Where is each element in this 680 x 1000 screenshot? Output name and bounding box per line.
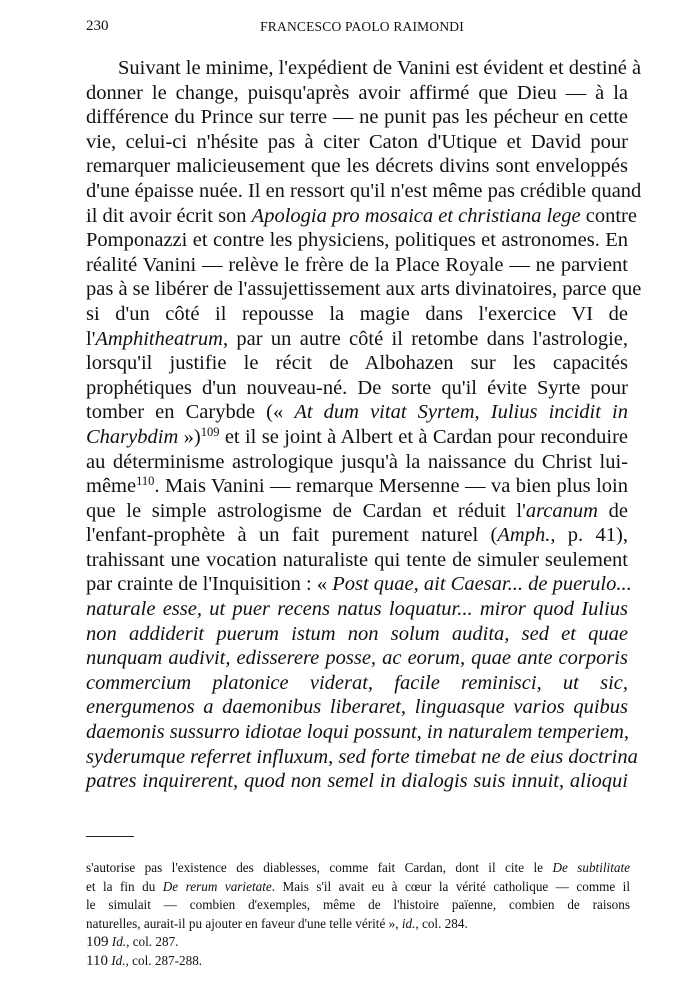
text-span: l' (86, 327, 96, 350)
text-line: Suivant le minime, l'expédient de Vanini est évident et destiné à (118, 57, 642, 79)
footnotes (86, 859, 630, 970)
citation-abbrev: Id. (111, 952, 126, 968)
footnote-number: 109 (86, 934, 109, 950)
book-title: Apologia pro mosaica et christiana lege (251, 204, 581, 227)
text-line: lorsqu'il justifie le récit de Albohazen sur les capacités (86, 352, 628, 375)
citation-abbrev: id. (401, 915, 416, 931)
text-span: . Mais s'il avait eu à cœur la vérité catholique — comme il (271, 878, 631, 894)
text-line: d'une épaisse nuée. Il en ressort qu'il n'est même pas crédible quand (86, 179, 642, 202)
running-title: FRANCESCO PAOLO RAIMONDI (260, 19, 464, 34)
text-line (86, 769, 628, 794)
latin-quote: At dum vitat Syrtem, Iulius incidit in (294, 401, 628, 424)
text-line (86, 720, 628, 745)
text-line (86, 499, 628, 524)
text-line (86, 597, 628, 622)
text-line: remarquer malicieusement que les décrets divins sont enveloppés (86, 155, 628, 178)
citation-abbrev: Amph. (497, 524, 551, 547)
text-line: vie, celui-ci n'hésite pas à citer Caton d'Utique et David pour (86, 130, 628, 153)
footnote-separator (86, 836, 134, 837)
text-line (86, 671, 628, 696)
body-text (86, 56, 642, 794)
text-line (86, 327, 628, 352)
text-line: trahissant une vocation naturaliste qui tente de simuler seulement (86, 548, 628, 571)
text-line (86, 745, 638, 770)
text-span: . Mais Vanini — remarque Mersenne — va bien plus loin (154, 475, 628, 498)
text-line: donner le change, puisqu'après avoir affirmé que Dieu — à la (86, 81, 628, 104)
text-span: et la fin du (86, 878, 156, 894)
latin-quote: commercium platonice viderat, facile reminisci, ut sic, (86, 671, 628, 694)
text-span: , col. 287-288. (125, 952, 203, 968)
text-line (86, 400, 628, 425)
text-span: s'autorise pas l'existence des diablesses, comme fait Cardan, dont il cite le (86, 860, 544, 875)
text-span: que le simple astrologisme de Cardan et réduit l' (86, 499, 526, 522)
latin-quote: patres inquirerent, quod non semel in dialogis suis innuit, alioqui (86, 770, 628, 793)
text-line: au déterminisme astrologique jusqu'à la naissance du Christ lui- (86, 450, 628, 473)
text-line (86, 425, 628, 450)
text-span: l'enfant-prophète à un fait purement naturel ( (86, 524, 498, 547)
footnote-110 (86, 952, 630, 971)
book-title: De rerum varietate (162, 878, 272, 894)
text-line: réalité Vanini — relève le frère de la Place Royale — ne parvient (86, 253, 628, 276)
latin-quote: nunquam audivit, edisserere posse, ac eorum, quae ante corporis (86, 647, 628, 670)
book-title: Amphitheatrum (95, 327, 223, 350)
text-span: , par un autre côté il retombe dans l'astrologie, (222, 327, 628, 350)
page-header (86, 18, 638, 44)
footnote-line (86, 915, 630, 934)
citation-abbrev: Id. (111, 934, 127, 949)
text-line (86, 523, 628, 548)
latin-quote: non addiderit puerum istum non solum audita, sed et quae (86, 622, 628, 645)
text-line (86, 572, 632, 597)
text-line: Pomponazzi et contre les physiciens, politiques et astronomes. En (86, 229, 628, 252)
latin-quote: syderumque referret influxum, sed forte timebat ne de eius doctrina (86, 745, 638, 768)
latin-quote: Charybdim (86, 425, 179, 448)
footnote-line (86, 859, 630, 878)
footnote-line: le simulait — combien d'exemples, même de l'histoire païenne, combien de raisons (86, 897, 630, 912)
footnote-ref-109: 109 (200, 424, 220, 439)
text-span: tomber en Carybde (« (86, 401, 284, 424)
latin-quote: energumenos a daemonibus liberaret, linguasque varios quibus (86, 696, 628, 719)
text-line (86, 204, 637, 229)
text-span: par crainte de l'Inquisition : « (86, 573, 328, 596)
text-line (86, 646, 628, 671)
text-span: même (86, 475, 137, 498)
text-line: si d'un côté il repousse la magie dans l'exercice VI de (86, 302, 628, 325)
text-line (86, 474, 628, 499)
text-span: il dit avoir écrit son (86, 204, 247, 227)
text-line: prophétiques d'un nouveau-né. De sorte qu'il évite Syrte pour (86, 376, 628, 399)
text-span: contre (585, 204, 637, 227)
text-line: pas à se libérer de l'assujettissement aux arts divinatoires, parce que (86, 278, 642, 301)
text-span: ») (183, 425, 201, 448)
text-span: , col. 284. (415, 915, 468, 931)
latin-quote: daemonis sussurro idiotae loqui possunt, in naturalem temperiem, (86, 721, 630, 744)
footnote-line (86, 878, 630, 897)
latin-term: arcanum (525, 499, 598, 522)
text-line (86, 695, 628, 720)
footnote-ref-110: 110 (136, 474, 155, 489)
footnote-number: 110 (86, 952, 108, 969)
text-span: et il se joint à Albert et à Cardan pour reconduire (224, 425, 629, 448)
book-title: De subtilitate (552, 860, 630, 875)
latin-quote: naturale esse, ut puer recens natus loquatur... miror quod Iulius (86, 598, 628, 621)
text-span: , col. 287. (126, 934, 179, 949)
text-span: de (608, 499, 628, 522)
latin-quote: Post quae, ait Caesar... de puerulo... (332, 573, 632, 596)
page-number: 230 (86, 18, 109, 34)
text-span: , p. 41), (550, 524, 628, 547)
text-line (86, 622, 628, 647)
text-line: différence du Prince sur terre — ne punit pas les pécheur en cette (86, 106, 628, 129)
text-span: naturelles, aurait-il pu ajouter en faveur d'une telle vérité », (86, 915, 399, 931)
footnote-109 (86, 933, 630, 952)
